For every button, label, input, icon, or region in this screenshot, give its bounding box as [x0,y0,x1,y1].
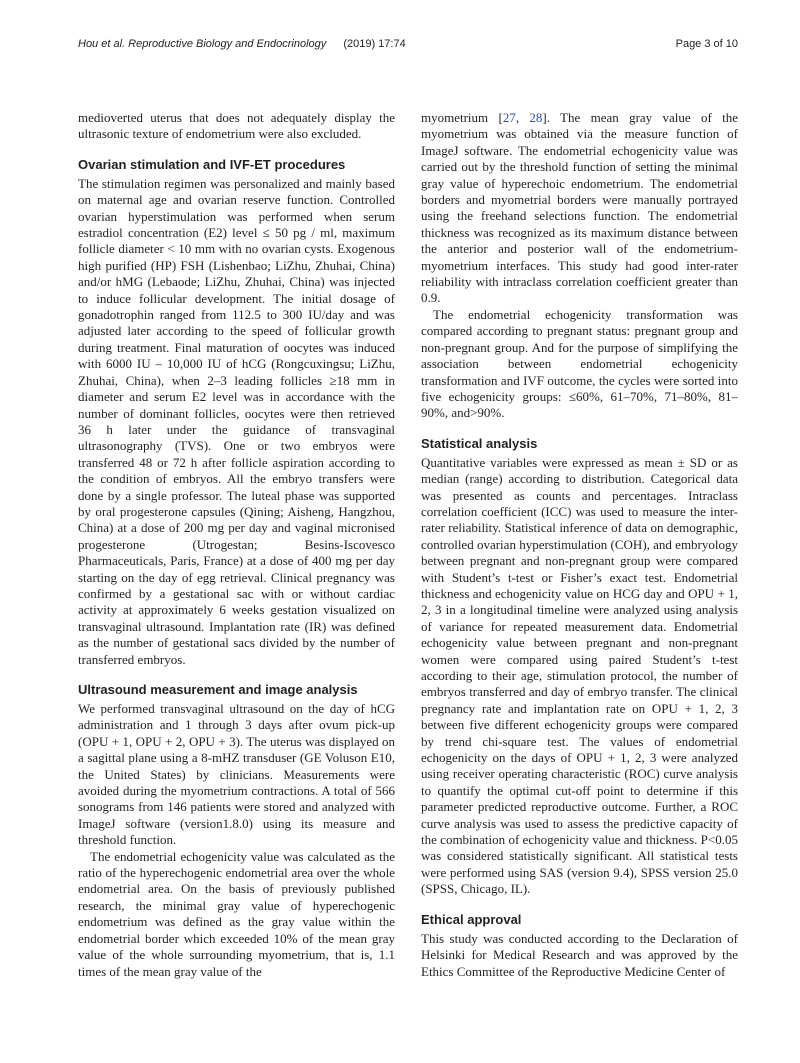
paragraph-echogenicity-transformation: The endometrial echogenicity transformation was compared according to pregnant status: pregnant group and non-pregnant group. And for the purpose of simplifying the association between endometrial echogenicity transformation and IVF outcome, the cycles were sorted into five echogenicity groups: ≤60%, 61–70%, 71–80%, 81–90%, and>90%. [421,306,738,421]
reference-link-28[interactable]: 28 [529,110,543,125]
citation-authors-journal: Hou et al. Reproductive Biology and Endocrinology [78,38,327,50]
left-column [78,110,395,980]
paragraph-echogenicity-value: The endometrial echogenicity value was calculated as the ratio of the hyperechogenic endometrial area over the whole endometrial area. On the basis of previously published research, the minimal gray value of hyperechogenic endometrium was defined as the gray value within the endometrial border which exceeded 10% of the mean gray value of the whole surrounding myometrium, that is, 1.1 times of the mean gray value of the [78,848,395,979]
running-head [78,38,738,50]
two-column-body [78,110,738,980]
reference-link-27[interactable]: 27 [502,110,516,125]
paragraph-ethical-approval: This study was conducted according to the Declaration of Helsinki for Medical Research and was approved by the Ethics Committee of the Reproductive Medicine Center of [421,930,738,979]
section-heading-ovarian-stimulation: Ovarian stimulation and IVF-ET procedures [78,156,346,172]
section-heading-ethical-approval: Ethical approval [421,911,522,927]
paragraph-text-before-refs: myometrium [ [421,110,503,125]
article-citation [78,38,406,50]
paragraph-continuation: medioverted uterus that does not adequately display the ultrasonic texture of endometrium were also excluded. [78,110,395,142]
right-column [421,110,738,980]
paragraph-ovarian-stimulation: The stimulation regimen was personalized and mainly based on maternal age and ovarian reserve function. Controlled ovarian hyperstimulation was performed when serum estradiol concentration (E2) level ≤ 50 pg / ml, maximum follicle diameter < 10 mm with no ovarian cysts. Exogenous high purified (HP) FSH (Lishenbao; LiZhu, Zhuhai, China) and/or hMG (Lebaode; LiZhu, Zhuhai, China) was injected to induce follicular development. The initial dosage of gonadotrophin ranged from 112.5 to 300 IU/day and was adjusted later according to the speed of follicular growth during treatment. Final maturation of oocytes was induced with 6000 IU – 10,000 IU of hCG (Rongcuxingsu; LiZhu, Zhuhai, China), when 2–3 leading follicles ≥18 mm in diameter and serum E2 level was in accordance with the number of dominant follicles, oocytes were then retrieved 36 h later under the guidance of transvaginal ultrasonography (TVS). One or two embryos were transferred 48 or 72 h after follicle aspiration according to the condition of embryos. All the embryo transfers were done by a single professor. The luteal phase was supported by oral progesterone capsules (Qining; Aisheng, Hangzhou, China) at a dose of 200 mg per day and vaginal micronised progesterone (Utrogestan; Besins-Iscovesco Pharmaceuticals, Paris, France) at a dose of 400 mg per day starting on the day of egg retrieval. Clinical pregnancy was confirmed by a gestational sac with or without cardiac activity at approximately 6 weeks gestation visualized on transvaginal ultrasound. Implantation rate (IR) was defined as the number of gestational sacs divided by the number of transferred embryos. [78,175,395,667]
citation-issue: (2019) 17:74 [343,38,406,50]
page-number: Page 3 of 10 [675,38,738,50]
reference-separator: , [515,110,530,125]
paragraph-text-after-refs: ]. The mean gray value of the myometrium was obtained via the measure function of ImageJ software. The endometrial echogenicity value was carried out by the threshold function of setting the minimal gray value of hyperechoic endometrium. The endometrial borders and myometrial borders were manually portrayed using the freehand selections function. The endometrial thickness was recognized as its maximum distance between the anterior and posterior wall of the endometrium-myometrium interfaces. This study had good inter-rater reliability with intraclass correlation coefficient greater than 0.9. [421,110,738,306]
section-heading-statistical-analysis: Statistical analysis [421,435,538,451]
paragraph-myometrium-analysis [421,110,738,307]
section-heading-ultrasound-measurement: Ultrasound measurement and image analysis [78,682,358,697]
paragraph-statistical-analysis: Quantitative variables were expressed as mean ± SD or as median (range) according to distribution. Categorical data was presented as counts and percentages. Intraclass correlation coefficient (ICC) was used to measure the inter-rater reliability. Statistical inference of data on demographic, controlled ovarian hyperstimulation (COH), and embryology between pregnant and non-pregnant group were compared with Student’s t-test or Fisher’s exact test. Endometrial thickness and echogenicity value on HCG day and OPU + 1, 2, 3 in a longitudinal timeline were analyzed using analysis of variance for repeated measurement data. Endometrial echogenicity value between pregnant and non-pregnant women were compared using paired Student’s t-test according to their age, stimulation protocol, the number of embryos transferred and day of embryo transfer. The clinical pregnancy rate and implantation rate on OPU + 1, 2, 3 between five different echogenicity groups were compared by trend chi-square test. The values of endometrial echogenicity on the days of OPU + 1, 2, 3 were analyzed using receiver operating characteristic (ROC) curve analysis to quantify the optimal cut-off point to determine if this parameter predicted reproductive outcome. Further, a ROC curve analysis was used to assess the predictive capacity of the combination of echogenicity value and thickness. P<0.05 was considered statistically significant. All statistical tests were performed using SAS (version 9.4), SPSS version 25.0 (SPSS, Chicago, IL). [421,454,738,897]
paragraph-ultrasound-measurement: We performed transvaginal ultrasound on the day of hCG administration and 1 through 3 days after ovum pick-up (OPU + 1, OPU + 2, OPU + 3). The uterus was displayed on a sagittal plane using a 8-mHZ transduser (GE Voluson E10, the United States) by clinicians. Measurements were avoided during the myometrium contractions. A total of 566 sonograms from 146 patients were stored and analyzed with ImageJ software (version1.8.0) using its measure and threshold function. [78,701,395,848]
